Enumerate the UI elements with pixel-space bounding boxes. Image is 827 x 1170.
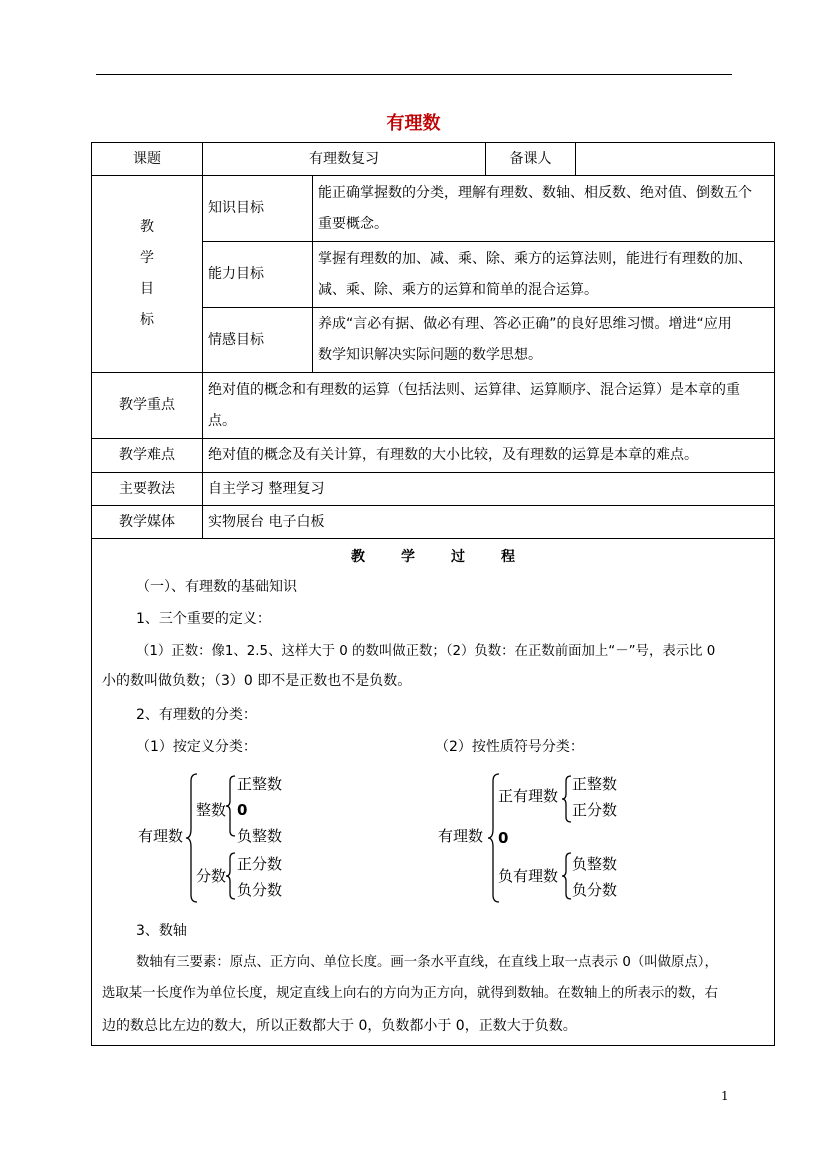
objective-label: 情感目标	[203, 308, 313, 373]
definition-line: （1）正数：像1、2.5、这样大于 0 的数叫做正数；（2）负数：在正数前面加上“－”号，表示比 0	[136, 644, 716, 659]
key-points-text	[203, 373, 775, 439]
axis-line: 边的数总比左边的数大，所以正数都大于 0，负数都小于 0，正数大于负数。	[102, 1018, 577, 1034]
objective-label: 能力目标	[203, 242, 313, 308]
classification-title: （2）按性质符号分类：	[435, 739, 584, 755]
definition-line: 小的数叫做负数；（3）0 即不是正数也不是负数。	[102, 673, 412, 689]
brace	[562, 852, 572, 900]
objective-line: 数学知识解决实际问题的数学思想。	[318, 347, 542, 363]
media-text: 实物展台 电子白板	[203, 506, 775, 539]
section-char: 标	[140, 312, 154, 328]
topic-label: 课题	[92, 143, 203, 176]
page-number: 1	[721, 1089, 729, 1103]
axis-line: 数轴有三要素：原点、正方向、单位长度。画一条水平直线，在直线上取一点表示 0（叫做原点），	[136, 955, 718, 970]
objective-line: 掌握有理数的加、减、乘、除、乘方的运算法则，能进行有理数的加、	[318, 250, 752, 267]
process-row	[92, 539, 775, 1046]
cls1-positive-fraction: 正分数	[237, 855, 283, 873]
section-char: 教	[140, 219, 154, 235]
section-heading: （一）、有理数的基础知识	[136, 579, 297, 595]
header-row	[92, 143, 775, 176]
classification-title: （1）按定义分类：	[136, 739, 257, 755]
objective-line: 能正确掌握数的分类，理解有理数、数轴、相反数、绝对值、倒数五个	[318, 184, 752, 201]
brace	[226, 775, 236, 837]
difficulties-text: 绝对值的概念及有关计算，有理数的大小比较，及有理数的运算是本章的难点。	[203, 439, 775, 473]
cls2-root: 有理数	[438, 827, 484, 845]
key-points-line: 点。	[208, 412, 236, 429]
objective-text	[313, 176, 775, 242]
cls1-zero: 0	[237, 801, 248, 819]
preparer-value	[576, 143, 775, 176]
cls2-zero: 0	[498, 829, 509, 847]
lesson-plan-table	[91, 142, 775, 1046]
objective-text	[313, 242, 775, 308]
media-label: 教学媒体	[92, 506, 203, 539]
cls2-positive-integer: 正整数	[572, 775, 618, 793]
cls2-negative-rational: 负有理数	[498, 867, 559, 885]
methods-label: 主要教法	[92, 473, 203, 506]
cls1-negative-integer: 负整数	[237, 827, 283, 845]
section-char: 学	[140, 250, 154, 266]
objective-line: 重要概念。	[318, 215, 388, 232]
cls1-positive-integer: 正整数	[237, 775, 283, 793]
cls2-negative-fraction: 负分数	[572, 881, 618, 899]
difficulties-label: 教学难点	[92, 439, 203, 473]
subsection-heading: 2、有理数的分类：	[136, 707, 257, 723]
cls2-positive-fraction: 正分数	[572, 801, 618, 819]
preparer-label: 备课人	[486, 143, 576, 176]
objectives-section-label	[92, 176, 203, 373]
methods-text: 自主学习 整理复习	[203, 473, 775, 506]
key-points-row	[92, 373, 775, 439]
process-heading: 教学过程	[351, 549, 551, 565]
teaching-process	[92, 539, 775, 1046]
methods-row	[92, 473, 775, 506]
section-char: 目	[140, 281, 154, 297]
objective-line: 养成“言必有据、做必有理、答必正确”的良好思维习惯。增进“应用	[318, 316, 732, 332]
cls2-positive-rational: 正有理数	[498, 787, 559, 805]
objective-text	[313, 308, 775, 373]
key-points-line: 绝对值的概念和有理数的运算（包括法则、运算律、运算顺序、混合运算）是本章的重	[208, 381, 740, 398]
subsection-heading: 1、三个重要的定义：	[136, 611, 271, 627]
topic-value: 有理数复习	[203, 143, 486, 176]
cls1-fraction: 分数	[196, 867, 227, 885]
brace	[226, 852, 236, 900]
subsection-heading: 3、数轴	[136, 923, 187, 939]
objective-label: 知识目标	[203, 176, 313, 242]
difficulties-row	[92, 439, 775, 473]
objective-line: 减、乘、除、乘方的运算和简单的混合运算。	[318, 281, 598, 298]
cls1-integer: 整数	[196, 801, 227, 819]
cls2-negative-integer: 负整数	[572, 855, 618, 873]
page-title: 有理数	[386, 113, 441, 134]
objective-row	[92, 176, 775, 242]
cls1-root: 有理数	[138, 827, 184, 845]
axis-line: 选取某一长度作为单位长度，规定直线上向右的方向为正方向，就得到数轴。在数轴上的所表示的数，右	[102, 986, 718, 1001]
media-row	[92, 506, 775, 539]
header-rule	[96, 74, 732, 75]
cls1-negative-fraction: 负分数	[237, 881, 283, 899]
key-points-label: 教学重点	[92, 373, 203, 439]
brace	[562, 775, 572, 823]
